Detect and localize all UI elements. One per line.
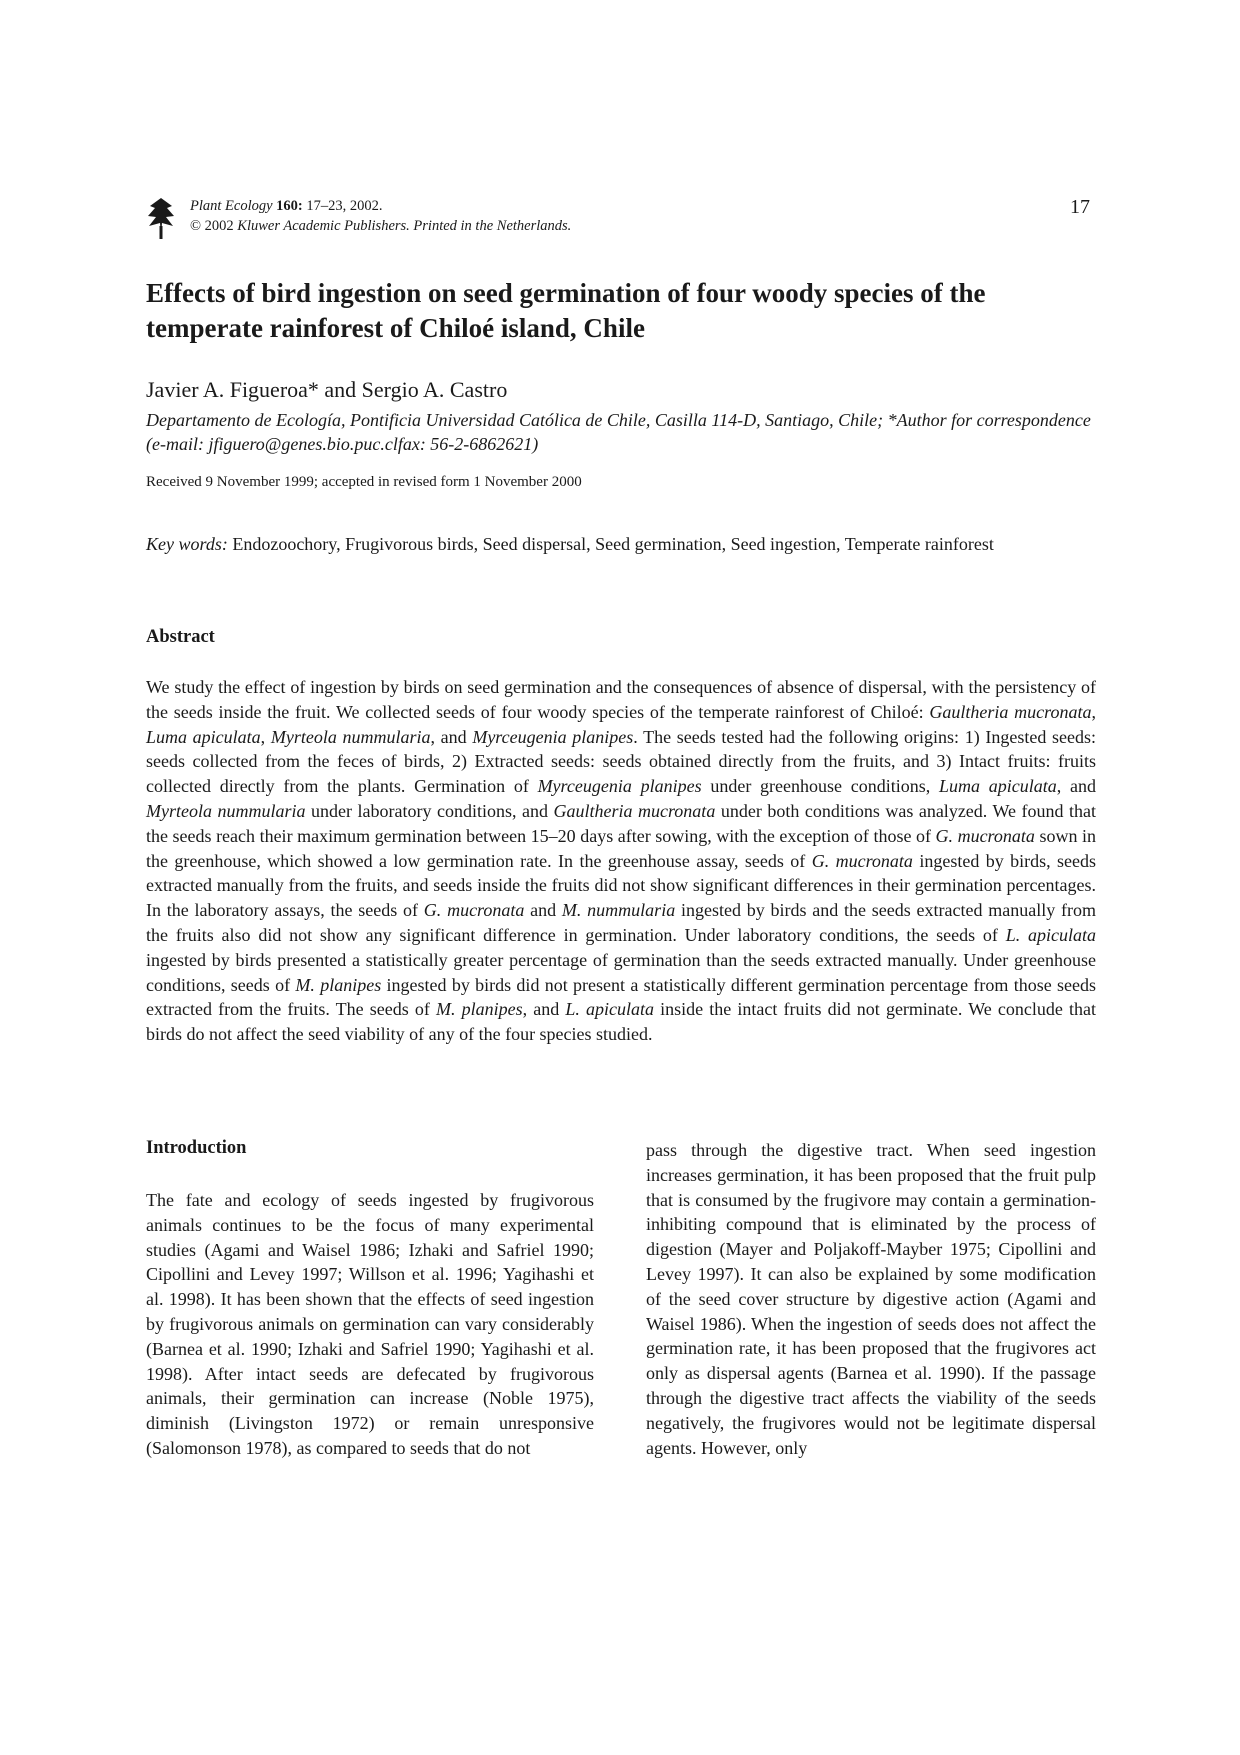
author-affiliation: Departamento de Ecología, Pontificia Universidad Católica de Chile, Casilla 114-D, Santiago, Chile; *Author for correspondence (e-mail: jfiguero@genes.bio.puc.clfax: 56-2-6862621) (146, 410, 1091, 454)
species-name: M. nummularia (561, 900, 676, 921)
abstract-body (146, 675, 1096, 1047)
introduction-right-column: pass through the digestive tract. When seed ingestion increases germination, it has been proposed that the fruit pulp that is consumed by the frugivore may contain a germination-inhibiting compound that is eliminated by the process of digestion (Mayer and Poljakoff-Mayber 1975; Cipollini and Levey 1997). It can also be explained by some modification of the seed cover structure by digestive action (Agami and Waisel 1986). When the ingestion of seeds does not affect the germination rate, it has been proposed that the frugivores act only as dispersal agents (Barnea et al. 1990). If the passage through the digestive tract affects the viability of the seeds negatively, the frugivores would not be legitimate dispersal agents. However, only (646, 1140, 1096, 1458)
species-name: L. apiculata (565, 999, 655, 1020)
abstract-text: . The seeds tested had the following origins: 1) Ingested seeds: seeds collected from the feces of birds, 2) Extracted seeds: seeds obtained directly from the fruits, and 3) Intact fruits: fruits collected directly from the plants. Germination of (146, 726, 1096, 797)
species-name: M. planipes (436, 999, 523, 1020)
abstract-text: ingested by birds and the seeds extracted manually from the fruits also did not show any significant difference in germination. Under laboratory conditions, the seeds of (146, 900, 1096, 945)
keywords-label: Key words: (146, 534, 228, 554)
species-name: Luma apiculata (939, 776, 1057, 797)
species-name: G. mucronata (811, 850, 913, 871)
abstract-text: under greenhouse conditions, (701, 776, 939, 797)
copyright-prefix: © 2002 (190, 218, 238, 234)
species-name: G. mucronata (423, 900, 525, 921)
introduction-heading: Introduction (146, 1138, 247, 1158)
abstract-text: We study the effect of ingestion by birds on seed germination and the consequences of absence of dispersal, with the persistency of the seeds inside the fruit. We collected seeds of four woody species of the temperate rainforest of Chiloé: (146, 677, 1096, 722)
received-dates: Received 9 November 1999; accepted in revised form 1 November 2000 (146, 474, 582, 490)
abstract-text: ingested by birds did not present a statistically different germination percentage from those seeds extracted from the fruits. The seeds of (146, 974, 1097, 1020)
introduction-left-column: The fate and ecology of seeds ingested by frugivorous animals continues to be the focus of many experimental studies (Agami and Waisel 1986; Izhaki and Safriel 1990; Cipollini and Levey 1997; Willson et al. 1996; Yagihashi et al. 1998). It has been shown that the effects of seed ingestion by frugivorous animals on germination can vary considerably (Barnea et al. 1990; Izhaki and Safriel 1990; Yagihashi et al. 1998). After intact seeds are defecated by frugivorous animals, their germination can increase (Noble 1975), diminish (Livingston 1972) or remain unresponsive (Salomonson 1978), as compared to seeds that do not (146, 1190, 594, 1458)
species-name: Myrteola nummularia (146, 800, 306, 821)
abstract-text: , (1091, 701, 1096, 722)
species-name: Myrceugenia planipes (472, 726, 634, 747)
article-title: Effects of bird ingestion on seed germination of four woody species of the temperate rainforest of Chiloé island, Chile (146, 278, 986, 343)
species-name: Myrteola nummularia (270, 726, 431, 747)
abstract-text: under laboratory conditions, and (305, 800, 554, 821)
page-number: 17 (1070, 196, 1090, 218)
journal-line-1 (190, 196, 571, 216)
abstract-text: inside the intact fruits did not germinate. We conclude that birds do not affect the seed viability of any of the four species studied. (146, 999, 1096, 1045)
abstract-text: and (524, 900, 562, 921)
publisher-tree-logo-icon (146, 196, 176, 240)
species-name: Myrceugenia planipes (537, 776, 702, 797)
species-name: L. apiculata (1005, 924, 1096, 945)
abstract-text: sown in the greenhouse, which showed a low germination rate. In the greenhouse assay, seeds of (146, 825, 1096, 871)
author-list: Javier A. Figueroa* and Sergio A. Castro (146, 377, 508, 402)
keywords-list: Endozoochory, Frugivorous birds, Seed dispersal, Seed germination, Seed ingestion, Temperate rainforest (232, 534, 994, 554)
abstract-text: under both conditions was analyzed. We found that the seeds reach their maximum germination between 15–20 days after sowing, with the exception of those of (146, 800, 1097, 846)
species-name: Luma apiculata (146, 726, 261, 747)
species-name: Gaultheria mucronata (553, 800, 716, 821)
abstract-text: , and (522, 999, 566, 1020)
abstract-text: , and (1056, 776, 1096, 797)
journal-name: Plant Ecology (190, 198, 273, 214)
journal-pages-year: 17–23, 2002. (302, 198, 383, 214)
journal-volume: 160: (276, 198, 303, 214)
copyright-text: Kluwer Academic Publishers. Printed in the Netherlands. (237, 218, 572, 234)
abstract-text: ingested by birds presented a statistically greater percentage of germination than the seeds extracted manually. Under greenhouse conditions, seeds of (146, 949, 1096, 995)
abstract-heading: Abstract (146, 627, 215, 647)
abstract-text: , (260, 726, 271, 747)
species-name: Gaultheria mucronata (929, 701, 1092, 722)
page-header (146, 196, 1096, 242)
species-name: M. planipes (295, 974, 382, 995)
journal-citation (190, 196, 571, 236)
keywords (146, 532, 1096, 556)
abstract-text: ingested by birds, seeds extracted manually from the fruits, and seeds inside the fruits did not show significant differences in their germination percentages. In the laboratory assays, the seeds of (146, 850, 1096, 921)
species-name: G. mucronata (935, 825, 1035, 846)
abstract-text: , and (430, 726, 473, 747)
journal-line-2 (190, 216, 571, 236)
